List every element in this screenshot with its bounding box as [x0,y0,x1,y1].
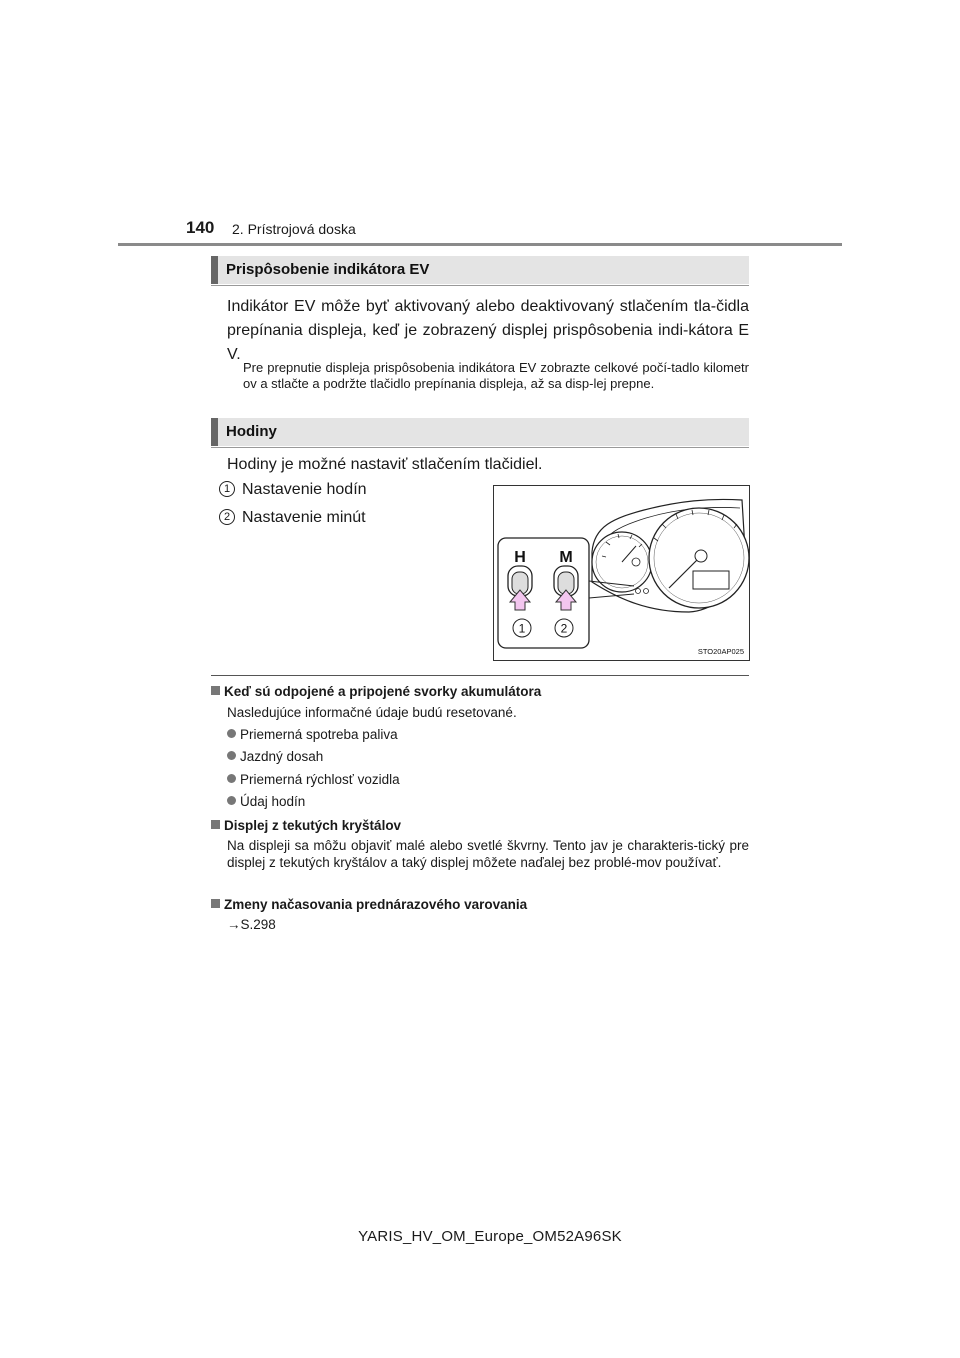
ev-body-text: Indikátor EV môže byť aktivovaný alebo deaktivovaný stlačením tla-čidla prepínania displeja, keď je zobrazený displej prispôsobenia indi-kátora EV. [227,298,749,363]
item-label: Nastavenie minút [242,509,366,526]
clock-button-small [636,589,641,594]
battery-intro: Nasledujúce informačné údaje budú resetované. [227,705,517,720]
bullet-item: Údaj hodín [227,793,305,810]
figure-code: STO20AP025 [697,647,744,656]
bullet-dot [227,729,236,738]
note-heading-battery: Keď sú odpojené a pripojené svorky akumulátora [211,683,541,700]
clock-figure [493,485,750,661]
item-label: Nastavenie hodín [242,481,367,498]
pcs-page-reference[interactable]: →S.298 [227,917,276,932]
button-label-h: H [514,549,526,566]
numbered-item-minutes [219,508,366,528]
note-heading-lcd: Displej z tekutých kryštálov [211,817,401,834]
square-marker [211,820,220,829]
instrument-panel-illustration [494,486,749,660]
clock-button-small [644,589,649,594]
callout-number: 1 [219,481,235,497]
bullet-item: Jazdný dosah [227,748,323,765]
bullet-item: Priemerná spotreba paliva [227,726,398,743]
section-heading-ev: Prispôsobenie indikátora EV [211,256,749,284]
lcd-text: Na displeji sa môžu objaviť malé alebo svetlé škvrny. Tento jav je charakteris-tický pre displej z tekutých kryštálov a taký displej môžete naďalej bez problé-mov používať. [227,838,749,870]
numbered-item-hours [219,480,367,500]
square-marker [211,686,220,695]
chapter-title: 2. Prístrojová doska [232,221,356,237]
clock-body-text: Hodiny je možné nastaviť stlačením tlačidiel. [227,456,543,473]
section-heading-clock: Hodiny [211,418,749,446]
square-marker [211,899,220,908]
button-label-m: M [559,549,573,566]
footer-document-id: YARIS_HV_OM_Europe_OM52A96SK [358,1228,622,1245]
header-rule [118,243,842,246]
page-number: 140 [186,218,215,237]
bullet-dot [227,751,236,760]
bullet-item: Priemerná rýchlosť vozidla [227,771,400,788]
callout-2: 2 [560,621,568,636]
bullet-dot [227,774,236,783]
note-heading-pcs: Zmeny načasovania prednárazového varovania [211,896,527,913]
notes-divider [211,675,749,676]
callout-number: 2 [219,509,235,525]
callout-1: 1 [518,621,526,636]
bullet-dot [227,796,236,805]
ev-note-text: Pre prepnutie displeja prispôsobenia indikátora EV zobrazte celkové počí-tadlo kilometrov a stlačte a podržte tlačidlo prepínania displeja, až sa disp-lej prepne. [243,360,749,391]
